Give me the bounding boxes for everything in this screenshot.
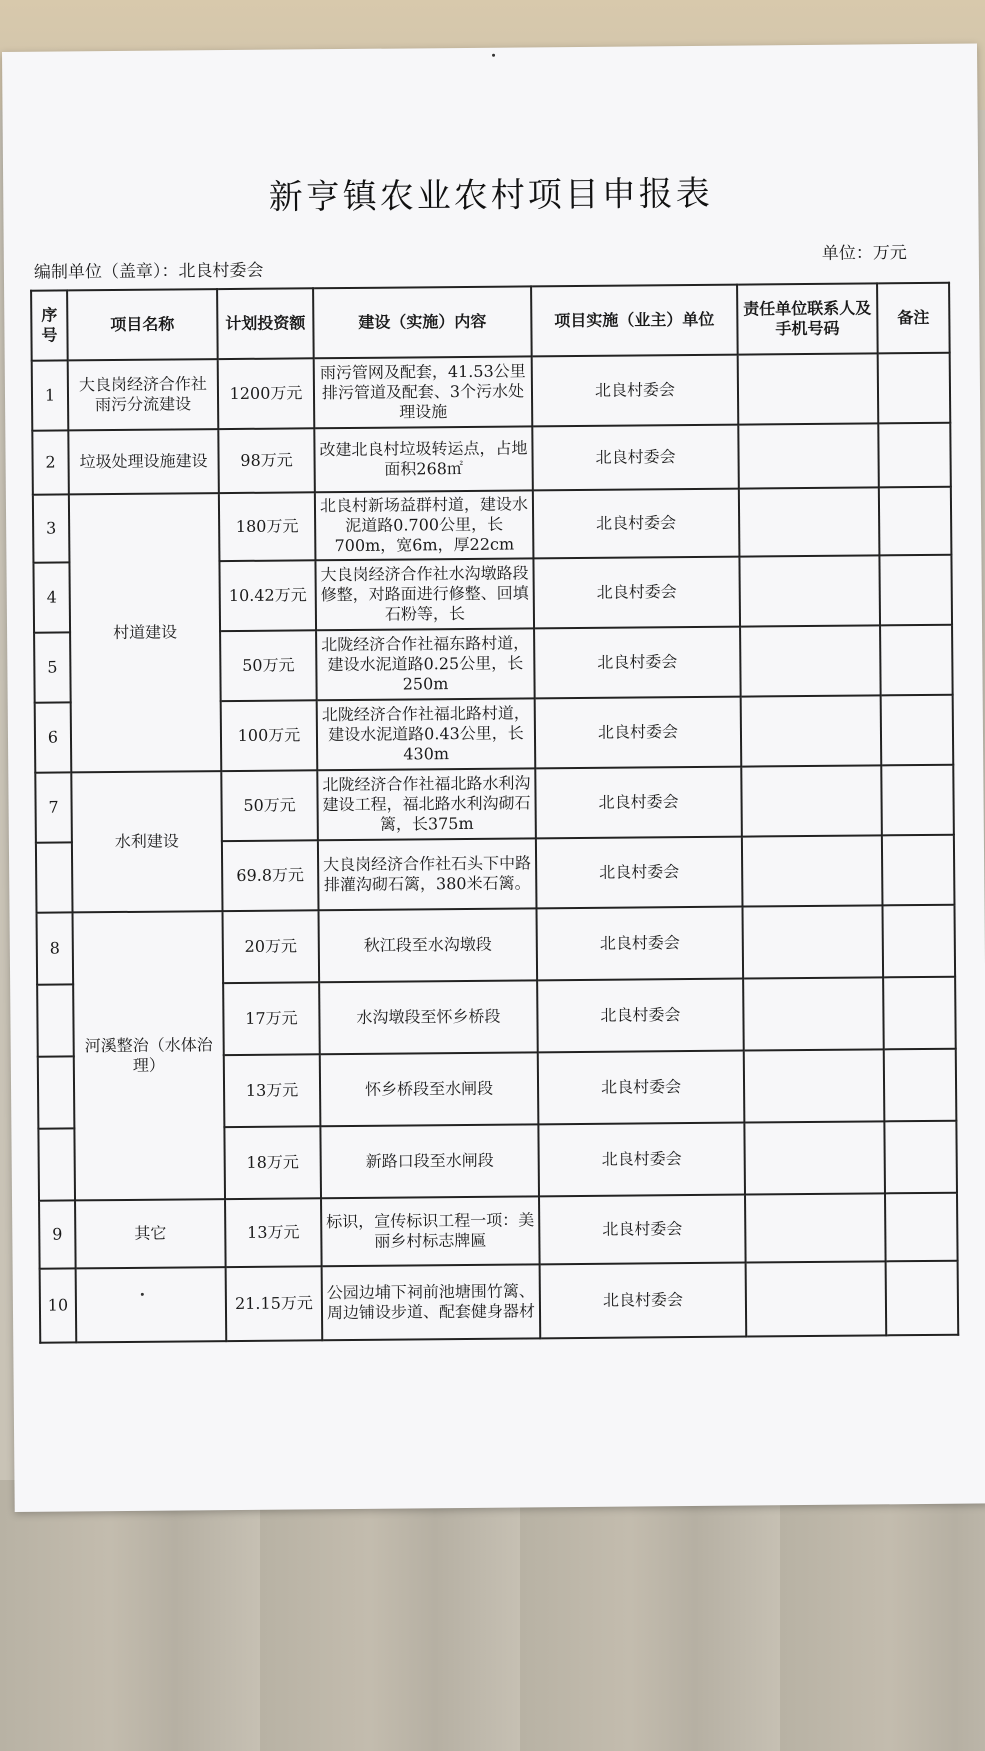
row-contact — [744, 1049, 885, 1122]
row-owner: 北良村委会 — [537, 979, 744, 1053]
row-contact — [738, 423, 879, 488]
row-owner: 北良村委会 — [540, 1263, 747, 1339]
header-owner: 项目实施（业主）单位 — [531, 285, 738, 357]
unit-label: 单位：万元 — [821, 243, 907, 264]
background-floor-bottom — [0, 1480, 985, 1751]
row-no: 1 — [32, 360, 69, 430]
row-owner: 北良村委会 — [533, 557, 740, 629]
row-no: 7 — [35, 772, 72, 842]
row-remark — [885, 1193, 958, 1262]
row-no — [38, 1128, 75, 1200]
row-no: 8 — [37, 912, 74, 984]
row-contact — [743, 977, 884, 1050]
row-no: 6 — [35, 702, 72, 772]
row-content: 标识，宣传标识工程一项：美丽乡村标志牌匾 — [321, 1196, 540, 1266]
table-row — [33, 487, 952, 563]
row-amount: 21.15万元 — [226, 1266, 323, 1341]
paper-speck — [141, 1293, 144, 1296]
row-contact — [739, 487, 880, 556]
row-owner: 北良村委会 — [535, 697, 742, 769]
row-content: 大良岗经济合作社水沟墩路段修整，对路面进行修整、回填石粉等，长 — [315, 558, 534, 630]
project-table — [30, 282, 959, 1344]
row-remark — [883, 977, 956, 1050]
project-name: 水利建设 — [71, 771, 222, 912]
project-name: 垃圾处理设施建设 — [68, 429, 219, 494]
row-owner: 北良村委会 — [538, 1051, 745, 1125]
row-owner: 北良村委会 — [535, 767, 742, 839]
row-contact — [738, 353, 879, 424]
header-remark: 备注 — [877, 283, 950, 354]
project-name: 河溪整治（水体治理） — [73, 911, 226, 1200]
row-no: 10 — [40, 1268, 77, 1342]
row-content: 大良岗经济合作社石头下中路排灌沟砌石篱，380米石篱。 — [318, 838, 537, 910]
row-remark — [886, 1261, 959, 1336]
row-amount: 69.8万元 — [222, 840, 319, 911]
row-amount: 17万元 — [223, 982, 320, 1055]
project-name: 大良岗经济合作社雨污分流建设 — [68, 359, 219, 430]
row-remark — [878, 353, 951, 424]
row-content: 秋江段至水沟墩段 — [319, 908, 538, 982]
project-table-wrap — [30, 282, 957, 1344]
table-row — [32, 423, 951, 495]
table-row — [37, 905, 956, 985]
header-row — [31, 283, 950, 361]
project-name: 村道建设 — [69, 493, 221, 772]
paper-speck — [492, 54, 495, 57]
row-content: 雨污管网及配套，41.53公里排污管道及配套、3个污水处理设施 — [314, 356, 533, 428]
project-name — [76, 1267, 227, 1342]
row-amount: 13万元 — [224, 1054, 321, 1127]
row-amount: 20万元 — [223, 910, 320, 983]
row-amount: 18万元 — [224, 1126, 321, 1199]
row-owner: 北良村委会 — [533, 489, 740, 559]
row-content: 改建北良村垃圾转运点，占地面积268㎡ — [314, 426, 533, 492]
table-row — [40, 1261, 959, 1343]
row-remark — [881, 765, 954, 836]
row-amount: 50万元 — [221, 770, 318, 841]
row-content: 北陇经济合作社福北路水利沟建设工程，福北路水利沟砌石篱，长375m — [317, 768, 536, 840]
row-no — [38, 1056, 75, 1128]
row-amount: 13万元 — [225, 1198, 322, 1267]
row-remark — [878, 423, 951, 488]
header-contact: 责任单位联系人及手机号码 — [737, 283, 878, 354]
row-remark — [881, 695, 954, 766]
project-name: 其它 — [75, 1199, 226, 1268]
header-project-name: 项目名称 — [67, 289, 218, 360]
row-contact — [739, 555, 880, 626]
row-no — [37, 984, 74, 1056]
table-row — [39, 1193, 958, 1269]
table-row — [32, 353, 951, 431]
row-contact — [740, 625, 881, 696]
header-amount: 计划投资额 — [217, 288, 314, 359]
row-remark — [882, 905, 955, 978]
row-remark — [879, 555, 952, 626]
row-content: 北陇经济合作社福北路村道，建设水泥道路0.43公里，长430m — [317, 698, 536, 770]
row-remark — [880, 625, 953, 696]
document-paper — [2, 43, 985, 1511]
row-amount: 100万元 — [221, 700, 318, 771]
row-content: 怀乡桥段至水闸段 — [320, 1052, 539, 1126]
row-owner: 北良村委会 — [538, 1123, 745, 1197]
row-content: 公园边埔下祠前池塘围竹篱、周边铺设步道、配套健身器材 — [322, 1264, 541, 1340]
row-owner: 北良村委会 — [536, 907, 743, 981]
row-amount: 180万元 — [219, 492, 316, 561]
row-content: 新路口段至水闸段 — [320, 1124, 539, 1198]
document-title: 新亨镇农业农村项目申报表 — [268, 173, 713, 218]
table-row — [35, 765, 954, 843]
row-amount: 50万元 — [220, 630, 317, 701]
row-contact — [745, 1193, 886, 1262]
row-owner: 北良村委会 — [532, 425, 739, 491]
header-content: 建设（实施）内容 — [313, 286, 532, 358]
row-amount: 10.42万元 — [219, 560, 316, 631]
org-label: 编制单位（盖章）：北良村委会 — [33, 260, 264, 283]
row-remark — [884, 1049, 957, 1122]
row-remark — [882, 835, 955, 906]
row-content: 北良村新场益群村道，建设水泥道路0.700公里，长700m，宽6m，厚22cm — [315, 490, 534, 560]
row-no: 2 — [32, 430, 69, 494]
row-owner: 北良村委会 — [539, 1195, 746, 1265]
row-no: 5 — [34, 632, 71, 702]
row-amount: 1200万元 — [218, 358, 315, 429]
row-contact — [741, 765, 882, 836]
header-no: 序号 — [31, 290, 68, 360]
row-contact — [746, 1261, 887, 1336]
row-owner: 北良村委会 — [534, 627, 741, 699]
row-contact — [742, 905, 883, 978]
row-no — [36, 842, 73, 912]
row-content: 水沟墩段至怀乡桥段 — [319, 980, 538, 1054]
row-contact — [744, 1121, 885, 1194]
row-no: 3 — [33, 494, 70, 562]
row-remark — [884, 1121, 957, 1194]
row-owner: 北良村委会 — [536, 837, 743, 909]
row-no: 4 — [33, 562, 70, 632]
row-contact — [741, 695, 882, 766]
row-owner: 北良村委会 — [532, 355, 739, 427]
row-amount: 98万元 — [218, 428, 315, 493]
row-contact — [742, 835, 883, 906]
row-content: 北陇经济合作社福东路村道，建设水泥道路0.25公里，长250m — [316, 628, 535, 700]
row-no: 9 — [39, 1200, 76, 1268]
row-remark — [879, 487, 952, 556]
